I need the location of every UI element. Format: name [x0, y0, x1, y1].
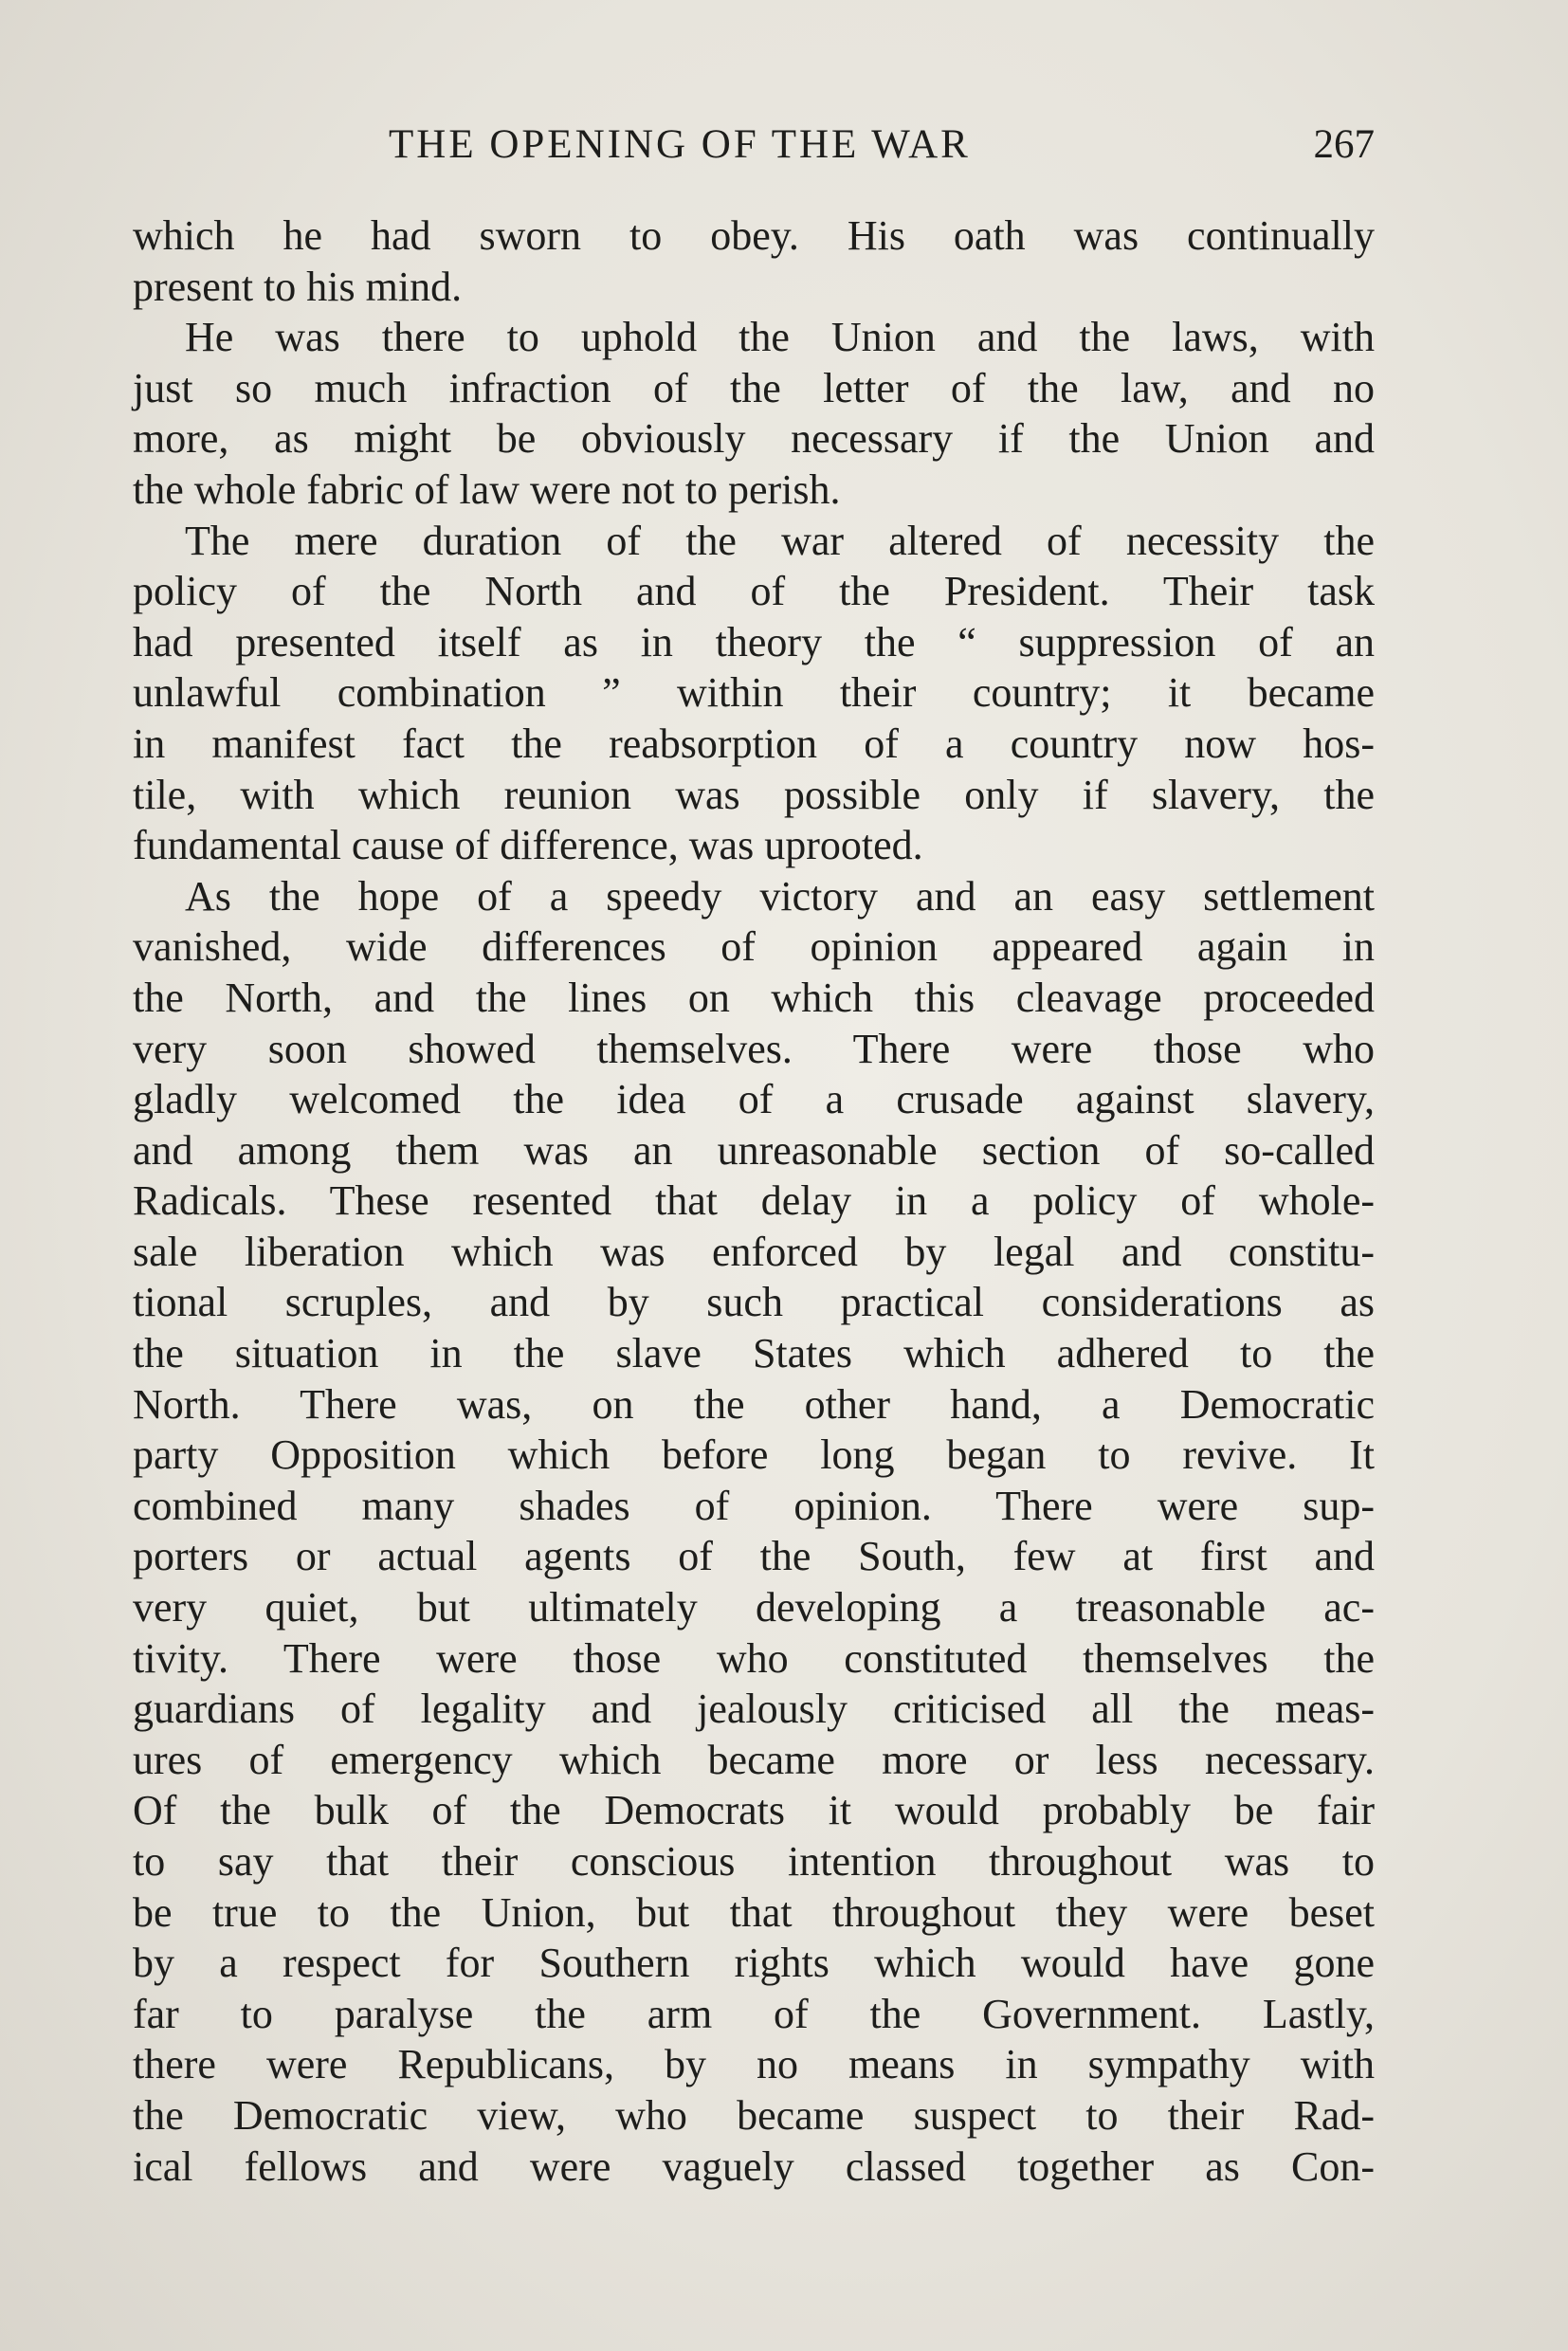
running-head [133, 121, 1375, 178]
text-line: the situation in the slave States which adhered to the [133, 1330, 1375, 1377]
paragraph-start-line: As the hope of a speedy victory and an easy settlement [185, 872, 1375, 920]
text-line: by a respect for Southern rights which would have gone [133, 1940, 1375, 1987]
text-line: and among them was an unreasonable section of so-called [133, 1126, 1375, 1174]
text-line: tile, with which reunion was possible only if slavery, the [133, 771, 1375, 818]
text-line: there were Republicans, by no means in sympathy with [133, 2041, 1375, 2088]
text-line: policy of the North and of the President. Their task [133, 568, 1375, 615]
text-line: far to paralyse the arm of the Government. Lastly, [133, 1990, 1375, 2037]
text-line: had presented itself as in theory the “ suppression of an [133, 618, 1375, 665]
text-line: unlawful combination ” within their country; it became [133, 669, 1375, 717]
text-line: Of the bulk of the Democrats it would probably be fair [133, 1787, 1375, 1834]
text-line: tional scruples, and by such practical considerations as [133, 1279, 1375, 1326]
text-line: tivity. There were those who constituted themselves the [133, 1634, 1375, 1682]
text-line: guardians of legality and jealously criticised all the meas- [133, 1686, 1375, 1733]
text-line: present to his mind. [133, 263, 463, 310]
page-number: 267 [1313, 122, 1375, 167]
text-line: vanished, wide differences of opinion appeared again in [133, 923, 1375, 971]
text-line: more, as might be obviously necessary if the Union and [133, 415, 1375, 463]
paragraph-start-line: He was there to uphold the Union and the laws, with [185, 314, 1375, 361]
text-line: North. There was, on the other hand, a Democratic [133, 1380, 1375, 1428]
text-line: the Democratic view, who became suspect to their Rad- [133, 2091, 1375, 2139]
text-line: very quiet, but ultimately developing a treasonable ac- [133, 1584, 1375, 1631]
text-line: which he had sworn to obey. His oath was continually [133, 212, 1375, 259]
paragraph-start-line: The mere duration of the war altered of necessity the [185, 517, 1375, 564]
text-line: in manifest fact the reabsorption of a country now hos- [133, 720, 1375, 767]
text-line: Radicals. These resented that delay in a policy of whole- [133, 1177, 1375, 1225]
text-line: combined many shades of opinion. There were sup- [133, 1482, 1375, 1529]
running-title: THE OPENING OF THE WAR [389, 122, 971, 167]
text-line: fundamental cause of difference, was uprooted. [133, 822, 923, 869]
text-line: sale liberation which was enforced by legal and constitu- [133, 1228, 1375, 1275]
text-line: gladly welcomed the idea of a crusade against slavery, [133, 1076, 1375, 1123]
body-text [133, 210, 1375, 2192]
text-line: to say that their conscious intention throughout was to [133, 1838, 1375, 1885]
text-line: porters or actual agents of the South, few at first and [133, 1533, 1375, 1580]
text-line: be true to the Union, but that throughout they were beset [133, 1888, 1375, 1936]
text-line: party Opposition which before long began to revive. It [133, 1431, 1375, 1479]
text-line: just so much infraction of the letter of the law, and no [133, 364, 1375, 411]
text-line: ures of emergency which became more or less necessary. [133, 1736, 1375, 1783]
text-line: very soon showed themselves. There were those who [133, 1025, 1375, 1072]
text-line: the North, and the lines on which this cleavage proceeded [133, 974, 1375, 1021]
text-line: the whole fabric of law were not to perish. [133, 465, 841, 513]
text-line: ical fellows and were vaguely classed together as Con- [133, 2142, 1375, 2190]
